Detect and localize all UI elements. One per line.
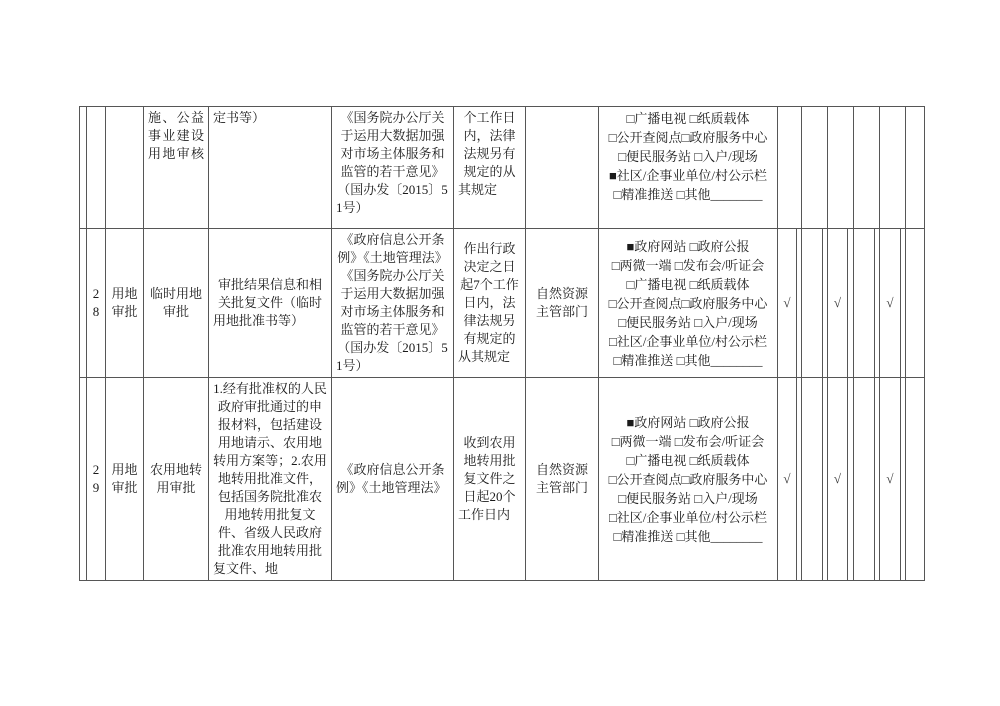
channel-line: □两微一端 □发布会/听证会 bbox=[611, 257, 765, 273]
cell-row-number bbox=[87, 107, 106, 229]
cell-check-3 bbox=[854, 378, 875, 581]
cell-department: 自然资源主管部门 bbox=[526, 229, 599, 378]
cell-department bbox=[526, 107, 599, 229]
cell-check-0: √ bbox=[778, 378, 797, 581]
cell-check-2: √ bbox=[828, 229, 848, 378]
cell-check-1 bbox=[802, 107, 828, 229]
cell-content: 1.经有批准权的人民政府审批通过的申报材料，包括建设用地请示、农用地转用方案等；2.农用地转用批准文件，包括国务院批准农用地转用批复文件、省级人民政府批准农用地转用批复文件、地 bbox=[209, 378, 332, 581]
cell-item-name: 临时用地审批 bbox=[144, 229, 209, 378]
cell-check-5 bbox=[906, 378, 925, 581]
cell-check-0: √ bbox=[778, 229, 797, 378]
cell-category bbox=[106, 107, 144, 229]
cell-legal-basis: 《政府信息公开条例》《土地管理法》 bbox=[332, 378, 454, 581]
channel-line: □公开查阅点□政府服务中心 bbox=[608, 471, 768, 487]
channel-line: □便民服务站 □入户/现场 bbox=[618, 314, 758, 330]
cell-left-spacer bbox=[80, 229, 87, 378]
cell-row-number: 29 bbox=[87, 378, 106, 581]
channel-line: □社区/企事业单位/村公示栏 bbox=[608, 333, 768, 349]
cell-row-number: 28 bbox=[87, 229, 106, 378]
table-row bbox=[80, 378, 925, 581]
cell-channels bbox=[599, 229, 778, 378]
cell-content: 审批结果信息和相关批复文件（临时用地批准书等） bbox=[209, 229, 332, 378]
table-row bbox=[80, 107, 925, 229]
cell-check-5 bbox=[906, 229, 925, 378]
channel-line: □便民服务站 □入户/现场 bbox=[618, 490, 758, 506]
cell-department: 自然资源主管部门 bbox=[526, 378, 599, 581]
channel-line: ■社区/企事业单位/村公示栏 bbox=[608, 168, 768, 183]
channel-line: □广播电视 □纸质载体 bbox=[626, 111, 750, 126]
channel-line: □公开查阅点□政府服务中心 bbox=[608, 130, 768, 145]
cell-check-2 bbox=[828, 107, 854, 229]
disclosure-table bbox=[79, 106, 925, 581]
channel-line: □公开查阅点□政府服务中心 bbox=[608, 295, 768, 311]
table-row bbox=[80, 229, 925, 378]
cell-time-limit: 个工作日内，法律法规另有规定的从其规定 bbox=[454, 107, 526, 229]
cell-item-name: 施、公益事业建设用地审核 bbox=[144, 107, 209, 229]
channel-line: ■政府网站 □政府公报 bbox=[626, 414, 750, 430]
channel-line: □广播电视 □纸质载体 bbox=[626, 276, 750, 292]
cell-content: 定书等） bbox=[209, 107, 332, 229]
cell-category: 用地审批 bbox=[106, 378, 144, 581]
channel-line: □便民服务站 □入户/现场 bbox=[618, 149, 758, 164]
cell-check-3 bbox=[854, 107, 880, 229]
channel-line: □精准推送 □其他________ bbox=[613, 352, 763, 368]
cell-left-spacer bbox=[80, 107, 87, 229]
channel-line: □精准推送 □其他________ bbox=[613, 528, 763, 544]
cell-channels bbox=[599, 378, 778, 581]
cell-check-4: √ bbox=[880, 229, 901, 378]
cell-time-limit: 作出行政决定之日起7个工作日内，法律法规另有规定的从其规定 bbox=[454, 229, 526, 378]
cell-category: 用地审批 bbox=[106, 229, 144, 378]
cell-legal-basis: 《国务院办公厅关于运用大数据加强对市场主体服务和监管的若干意见》（国办发〔2015〕51号） bbox=[332, 107, 454, 229]
cell-check-3 bbox=[854, 229, 875, 378]
cell-item-name: 农用地转用审批 bbox=[144, 378, 209, 581]
cell-channels bbox=[599, 107, 778, 229]
cell-check-4: √ bbox=[880, 378, 901, 581]
cell-check-4 bbox=[880, 107, 906, 229]
cell-check-5 bbox=[906, 107, 925, 229]
cell-check-1 bbox=[802, 378, 823, 581]
channel-line: ■政府网站 □政府公报 bbox=[626, 238, 750, 254]
cell-check-0 bbox=[778, 107, 802, 229]
cell-legal-basis: 《政府信息公开条例》《土地管理法》《国务院办公厅关于运用大数据加强对市场主体服务和监管的若干意见》（国办发〔2015〕51号） bbox=[332, 229, 454, 378]
channel-line: □两微一端 □发布会/听证会 bbox=[611, 433, 765, 449]
cell-time-limit: 收到农用地转用批复文件之日起20个工作日内 bbox=[454, 378, 526, 581]
cell-left-spacer bbox=[80, 378, 87, 581]
cell-check-1 bbox=[802, 229, 823, 378]
channel-line: □社区/企事业单位/村公示栏 bbox=[608, 509, 768, 525]
channel-line: □精准推送 □其他________ bbox=[613, 187, 763, 202]
channel-line: □广播电视 □纸质载体 bbox=[626, 452, 750, 468]
cell-check-2: √ bbox=[828, 378, 848, 581]
